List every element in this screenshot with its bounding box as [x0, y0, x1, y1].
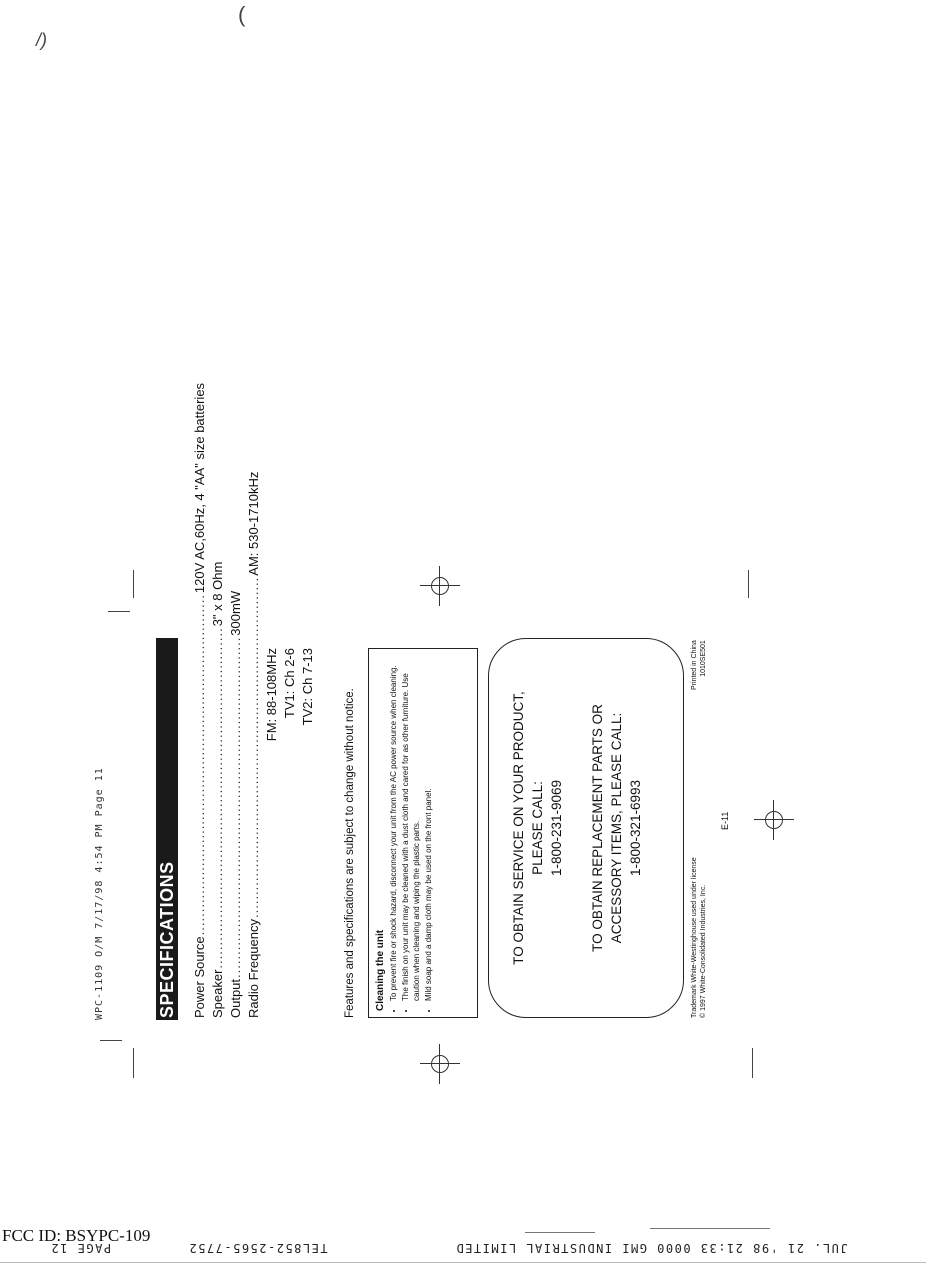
- crop-mark: [108, 611, 130, 612]
- spec-band-fm: FM: 88-108MHz: [264, 648, 279, 742]
- spec-value: AM: 530-1710kHz: [246, 471, 261, 576]
- spec-label: Power Source: [192, 936, 207, 1018]
- spec-row-speaker: [210, 561, 225, 1018]
- service-contact-box: [488, 638, 684, 1018]
- spec-band-tv2: TV2: Ch 7-13: [300, 648, 315, 726]
- leader-dots: ..........................................................................: [228, 636, 243, 978]
- spec-notice: Features and specifications are subject to change without notice.: [344, 688, 356, 1018]
- rotated-manual-page: [94, 382, 730, 1020]
- cleaning-item: • Mild soap and a damp cloth may be used on the front panel.: [423, 655, 434, 1001]
- crop-mark: [100, 1040, 122, 1041]
- spec-label: Speaker: [210, 969, 225, 1018]
- parts-line: TO OBTAIN REPLACEMENT PARTS OR: [590, 704, 605, 952]
- scan-mark: (: [238, 2, 246, 27]
- service-line: PLEASE CALL:: [530, 781, 545, 875]
- cleaning-list: [388, 655, 434, 1011]
- registration-mark: [754, 800, 794, 840]
- crop-mark: [133, 1048, 134, 1078]
- crop-mark: [752, 1048, 753, 1078]
- spec-label: Output: [228, 978, 243, 1018]
- cleaning-item: • To prevent fire or shock hazard, disconnect your unit from the AC power source when cleaning.: [388, 655, 399, 1001]
- service-phone: 1-800-231-9069: [549, 779, 564, 877]
- footer-rule: [0, 1262, 926, 1263]
- cleaning-box: [368, 648, 478, 1018]
- spec-value: 3" x 8 Ohm: [210, 561, 225, 627]
- parts-phone: 1-800-321-6993: [628, 779, 643, 877]
- spec-row-power: [192, 382, 207, 1018]
- spec-band-tv1: TV1: Ch 2-6: [282, 648, 297, 719]
- registration-mark: [420, 566, 460, 606]
- fax-footer-phone: TEL852-2565-7752: [188, 1241, 328, 1255]
- fax-header: WPC-1109 O/M 7/17/98 4:54 PM Page 11: [94, 767, 105, 1020]
- registration-mark: [420, 1044, 460, 1084]
- printed-line: Printed in China: [691, 640, 698, 690]
- copyright-line: © 1997 White-Consolidated Industries, Inc.: [700, 884, 707, 1018]
- trademark-notice: [690, 857, 708, 1018]
- footer-rule: [650, 1228, 770, 1229]
- crop-mark: [133, 570, 134, 598]
- trademark-line: Trademark White-Westinghouse used under license: [691, 857, 698, 1018]
- spec-value: 120V AC,60Hz, 4 "AA" size batteries: [192, 382, 207, 594]
- cleaning-title: Cleaning the unit: [375, 929, 386, 1011]
- leader-dots: ..........................................................................: [246, 576, 261, 918]
- parts-line: ACCESSORY ITEMS, PLEASE CALL:: [609, 712, 624, 944]
- fax-footer-page: PAGE 12: [50, 1241, 112, 1255]
- spec-value: 300mW: [228, 590, 243, 636]
- specifications-title: SPECIFICATIONS: [156, 638, 178, 1020]
- scan-mark: /): [36, 30, 47, 50]
- printed-in: [690, 640, 708, 690]
- page-number: E-11: [720, 811, 730, 830]
- spec-row-output: [228, 590, 243, 1018]
- service-line: TO OBTAIN SERVICE ON YOUR PRODUCT,: [511, 691, 526, 965]
- spec-label: Radio Frequency: [246, 919, 261, 1018]
- leader-dots: ..........................................................................: [192, 594, 207, 936]
- fax-footer-date: JUL. 21 '98 21:33 0000 GMI INDUSTRIAL LIMITED: [455, 1241, 848, 1255]
- part-number: 1010SE501: [700, 640, 707, 677]
- fcc-id: FCC ID: BSYPC-109: [2, 1226, 151, 1245]
- footer-rule: [525, 1232, 595, 1233]
- leader-dots: ..........................................................................: [210, 627, 225, 969]
- crop-mark: [748, 570, 749, 598]
- cleaning-item: • The finish on your unit may be cleaned with a dust cloth and cared for as other furniture. Use caution when cleaning and wiping the plastic parts.: [400, 655, 422, 1001]
- spec-row-radio: [246, 471, 261, 1018]
